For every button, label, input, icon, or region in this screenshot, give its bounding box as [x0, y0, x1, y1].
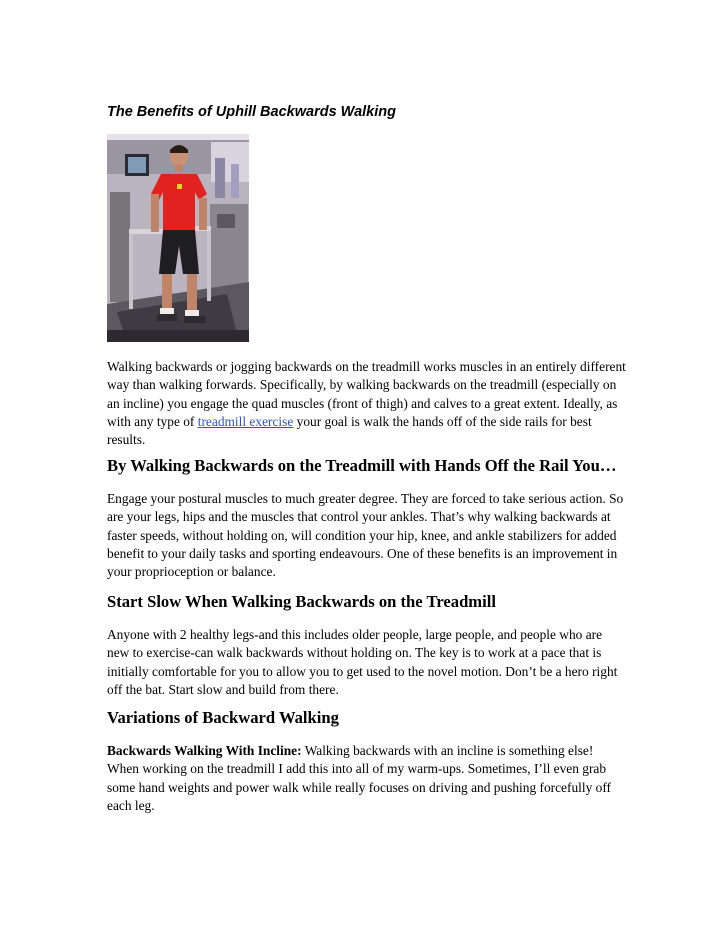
incline-variation-lead: Backwards Walking With Incline:: [107, 743, 302, 758]
document-title: The Benefits of Uphill Backwards Walking: [107, 104, 396, 120]
treadmill-exercise-link[interactable]: treadmill exercise: [197, 413, 294, 429]
section1-heading: By Walking Backwards on the Treadmill with Hands Off the Rail You…: [107, 456, 617, 475]
section2-heading: Start Slow When Walking Backwards on the Treadmill: [107, 592, 496, 611]
section3-heading: Variations of Backward Walking: [107, 708, 339, 727]
intro-text-after-link: your goal is walk the hands off of the side rails for best results.: [107, 413, 592, 448]
incline-variation-text: Walking backwards with an incline is something else! When working on the treadmill I add this into all of my warm-ups. Sometimes, I’ll even grab some hand weights and power walk while really focuses on driving and pushing forcefully off each leg.: [107, 743, 612, 813]
treadmill-photo: [107, 134, 249, 342]
intro-text-before-link: Walking backwards or jogging backwards on the treadmill works muscles in an entirely different way than walking forwards. Specifically, by walking backwards on the treadmill (especially on an incline) you engage the quad muscles (front of thigh) and calves to a great extent. Ideally, as with any type of: [107, 359, 626, 429]
section3-paragraph: [107, 742, 627, 815]
intro-paragraph: [107, 358, 627, 449]
section2-paragraph: Anyone with 2 healthy legs-and this includes older people, large people, and people who are new to exercise-can walk backwards without holding on. The key is to work at a pace that is initially comfortable for you to allow you to get used to the novel motion. Don’t be a hero right off the bat. Start slow and build from there.: [107, 627, 618, 697]
section1-paragraph: Engage your postural muscles to much greater degree. They are forced to take serious action. So are your legs, hips and the muscles that control your ankles. That’s why walking backwards at faster speeds, without holding on, will condition your hip, knee, and ankle stabilizers for added benefit to your daily tasks and sporting endeavours. One of these benefits is an improvement in your proprioception or balance.: [107, 491, 624, 580]
